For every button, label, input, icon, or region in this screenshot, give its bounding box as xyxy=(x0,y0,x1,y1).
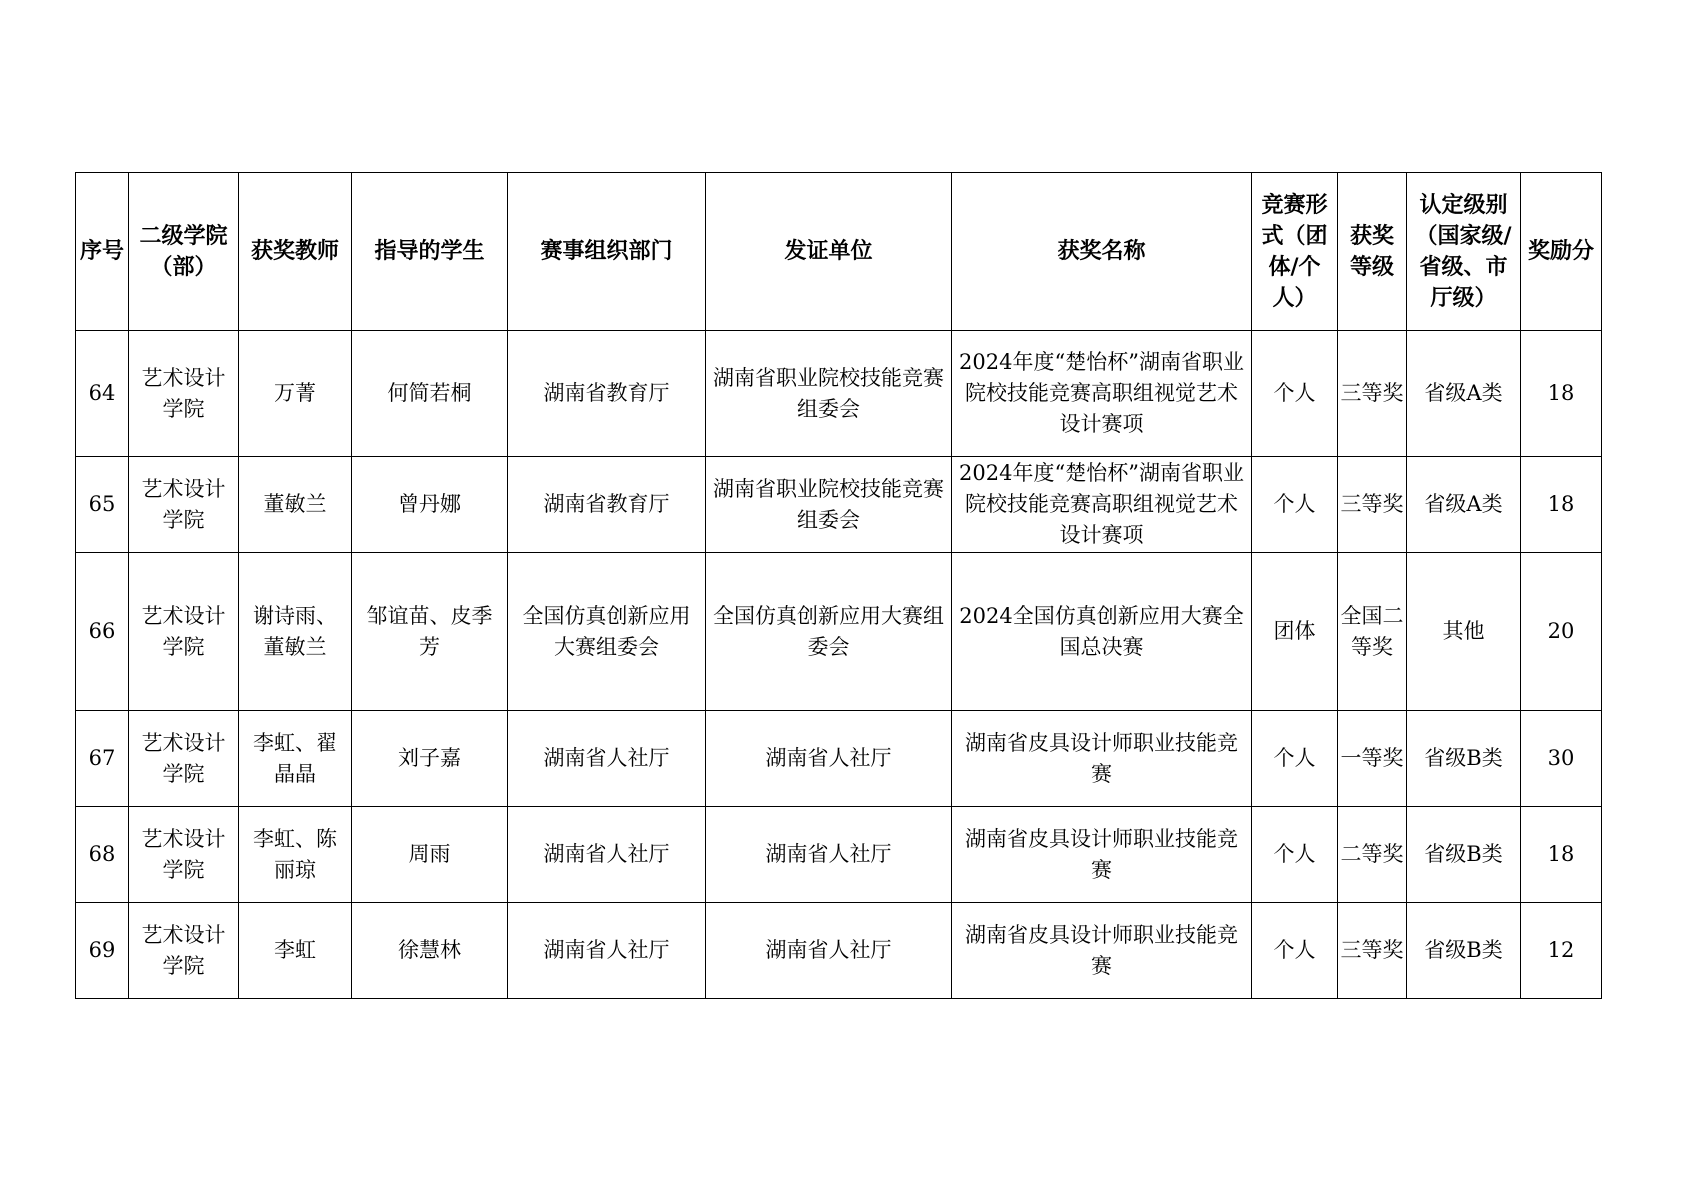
cell-form: 个人 xyxy=(1252,903,1338,999)
cell-recognition: 其他 xyxy=(1407,553,1521,711)
cell-student: 曾丹娜 xyxy=(352,457,508,553)
header-recognition: 认定级别（国家级/省级、市厅级） xyxy=(1407,173,1521,331)
header-college: 二级学院（部） xyxy=(129,173,239,331)
cell-recognition: 省级B类 xyxy=(1407,807,1521,903)
cell-form: 个人 xyxy=(1252,331,1338,457)
cell-seq: 68 xyxy=(76,807,129,903)
cell-recognition: 省级A类 xyxy=(1407,457,1521,553)
table-row xyxy=(76,711,1602,807)
cell-issuer: 湖南省职业院校技能竞赛组委会 xyxy=(706,331,952,457)
table-row xyxy=(76,553,1602,711)
cell-issuer: 全国仿真创新应用大赛组委会 xyxy=(706,553,952,711)
cell-student: 何简若桐 xyxy=(352,331,508,457)
cell-award-name: 2024年度“楚怡杯”湖南省职业院校技能竞赛高职组视觉艺术设计赛项 xyxy=(952,331,1252,457)
header-organizer: 赛事组织部门 xyxy=(508,173,706,331)
award-table xyxy=(75,172,1602,999)
cell-organizer: 湖南省教育厅 xyxy=(508,457,706,553)
cell-seq: 65 xyxy=(76,457,129,553)
cell-student: 邹谊苗、皮季芳 xyxy=(352,553,508,711)
cell-teacher: 谢诗雨、董敏兰 xyxy=(239,553,352,711)
header-level: 获奖等级 xyxy=(1338,173,1407,331)
cell-college: 艺术设计学院 xyxy=(129,331,239,457)
cell-seq: 64 xyxy=(76,331,129,457)
cell-seq: 66 xyxy=(76,553,129,711)
cell-issuer: 湖南省人社厅 xyxy=(706,711,952,807)
cell-award-name: 湖南省皮具设计师职业技能竞赛 xyxy=(952,807,1252,903)
cell-recognition: 省级B类 xyxy=(1407,711,1521,807)
cell-level: 三等奖 xyxy=(1338,331,1407,457)
header-form: 竞赛形式（团体/个人） xyxy=(1252,173,1338,331)
cell-teacher: 李虹 xyxy=(239,903,352,999)
cell-level: 三等奖 xyxy=(1338,457,1407,553)
cell-recognition: 省级A类 xyxy=(1407,331,1521,457)
cell-level: 一等奖 xyxy=(1338,711,1407,807)
header-seq: 序号 xyxy=(76,173,129,331)
cell-points: 12 xyxy=(1521,903,1602,999)
header-issuer: 发证单位 xyxy=(706,173,952,331)
cell-student: 刘子嘉 xyxy=(352,711,508,807)
cell-student: 周雨 xyxy=(352,807,508,903)
cell-organizer: 湖南省人社厅 xyxy=(508,711,706,807)
cell-organizer: 湖南省人社厅 xyxy=(508,903,706,999)
table-row xyxy=(76,457,1602,553)
cell-teacher: 李虹、陈丽琼 xyxy=(239,807,352,903)
table-row xyxy=(76,331,1602,457)
cell-award-name: 湖南省皮具设计师职业技能竞赛 xyxy=(952,903,1252,999)
header-row xyxy=(76,173,1602,331)
cell-teacher: 董敏兰 xyxy=(239,457,352,553)
cell-organizer: 全国仿真创新应用大赛组委会 xyxy=(508,553,706,711)
header-teacher: 获奖教师 xyxy=(239,173,352,331)
cell-form: 团体 xyxy=(1252,553,1338,711)
cell-points: 30 xyxy=(1521,711,1602,807)
cell-award-name: 2024全国仿真创新应用大赛全国总决赛 xyxy=(952,553,1252,711)
header-award-name: 获奖名称 xyxy=(952,173,1252,331)
header-points: 奖励分 xyxy=(1521,173,1602,331)
cell-teacher: 万菁 xyxy=(239,331,352,457)
cell-college: 艺术设计学院 xyxy=(129,553,239,711)
cell-award-name: 2024年度“楚怡杯”湖南省职业院校技能竞赛高职组视觉艺术设计赛项 xyxy=(952,457,1252,553)
cell-college: 艺术设计学院 xyxy=(129,711,239,807)
cell-level: 二等奖 xyxy=(1338,807,1407,903)
cell-form: 个人 xyxy=(1252,807,1338,903)
cell-college: 艺术设计学院 xyxy=(129,457,239,553)
cell-points: 18 xyxy=(1521,457,1602,553)
cell-student: 徐慧林 xyxy=(352,903,508,999)
cell-level: 三等奖 xyxy=(1338,903,1407,999)
cell-points: 20 xyxy=(1521,553,1602,711)
cell-seq: 69 xyxy=(76,903,129,999)
cell-teacher: 李虹、翟晶晶 xyxy=(239,711,352,807)
cell-issuer: 湖南省人社厅 xyxy=(706,903,952,999)
cell-recognition: 省级B类 xyxy=(1407,903,1521,999)
table-row xyxy=(76,903,1602,999)
cell-college: 艺术设计学院 xyxy=(129,903,239,999)
cell-college: 艺术设计学院 xyxy=(129,807,239,903)
cell-organizer: 湖南省教育厅 xyxy=(508,331,706,457)
cell-issuer: 湖南省职业院校技能竞赛组委会 xyxy=(706,457,952,553)
cell-level: 全国二等奖 xyxy=(1338,553,1407,711)
cell-form: 个人 xyxy=(1252,711,1338,807)
cell-points: 18 xyxy=(1521,331,1602,457)
cell-issuer: 湖南省人社厅 xyxy=(706,807,952,903)
cell-form: 个人 xyxy=(1252,457,1338,553)
cell-organizer: 湖南省人社厅 xyxy=(508,807,706,903)
cell-award-name: 湖南省皮具设计师职业技能竞赛 xyxy=(952,711,1252,807)
table-row xyxy=(76,807,1602,903)
cell-seq: 67 xyxy=(76,711,129,807)
header-student: 指导的学生 xyxy=(352,173,508,331)
cell-points: 18 xyxy=(1521,807,1602,903)
